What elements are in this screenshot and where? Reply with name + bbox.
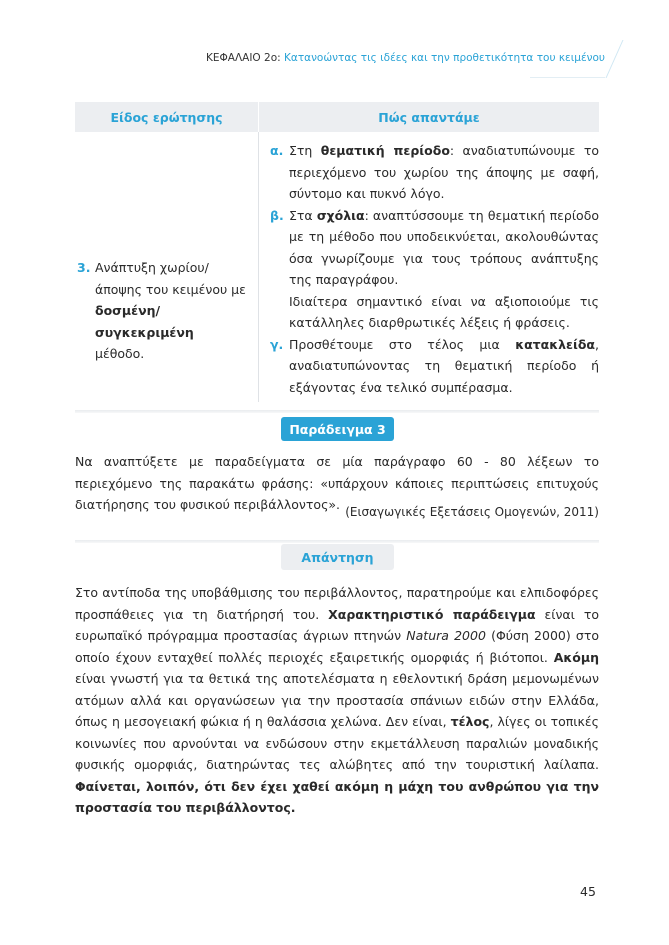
answer-keyword: Χαρακτηριστικό παράδειγμα xyxy=(328,606,536,622)
answer-text: (Φύση 2000) στο οποίο έχουν ενταχθεί πολλές περιοχές εξαιρετικής ομορφιάς ή βιότοποι. xyxy=(75,628,600,665)
table-bottom-rule xyxy=(75,410,599,413)
step-keyword: θεματική περίοδο xyxy=(320,143,450,158)
step-keyword: κατακλείδα xyxy=(515,336,596,352)
step-letter: α. xyxy=(270,143,284,158)
table-row xyxy=(75,132,599,402)
answer-divider xyxy=(75,540,599,543)
step-text: Στα xyxy=(289,207,317,223)
answer-paragraph xyxy=(75,582,599,819)
chapter-subtitle: Κατανοώντας τις ιδέες και την προθετικότητα του κειμένου xyxy=(284,52,605,64)
question-type-cell xyxy=(75,132,259,402)
answer-label: Απάντηση xyxy=(281,544,394,570)
example-prompt: Να αναπτύξετε με παραδείγματα σε μία παράγραφο 60 - 80 λέξεων το περιεχόμενο της παρακάτω φράσης: «υπάρχουν κάποιες περιπτώσεις επιτυχούς διατήρησης του φυσικού περιβάλλοντος». xyxy=(75,454,599,512)
question-type-emphasis: δοσμένη/συγκεκριμένη xyxy=(95,303,194,340)
step-keyword: σχόλια xyxy=(316,207,365,223)
header-rule xyxy=(530,77,605,78)
question-type-line: μέθοδο. xyxy=(95,346,145,361)
question-type-line: άποψης του κειμένου με xyxy=(95,281,246,297)
step-text: : αναδιατυπώνουμε το περιεχόμενο του χωρίου της άποψης με σαφή, σύντομο και πυκνό λόγο. xyxy=(289,143,599,201)
step-text: Προσθέτουμε στο τέλος μια xyxy=(289,336,516,352)
method-step-a xyxy=(270,140,599,205)
step-text: Στη xyxy=(289,143,321,158)
question-type-item xyxy=(77,257,255,365)
running-header xyxy=(206,52,605,64)
step-letter: γ. xyxy=(270,336,284,352)
answer-keyword: Ακόμη xyxy=(553,649,599,665)
answer-text: είναι το ευρωπαϊκό πρόγραμμα προστασίας άγριων πτηνών xyxy=(75,606,599,643)
answer-method-cell xyxy=(259,132,599,402)
step-note: Ιδιαίτερα σημαντικό είναι να αξιοποιούμε τις κατάλληλες διαρθρωτικές λέξεις ή φράσεις. xyxy=(289,293,599,330)
answer-keyword: τέλος xyxy=(450,714,490,729)
example-label: Παράδειγμα 3 xyxy=(281,417,394,441)
column-header-question-type: Είδος ερώτησης xyxy=(75,102,259,132)
answer-conclusion: Φαίνεται, λοιπόν, ότι δεν έχει χαθεί ακόμη η μάχη του ανθρώπου για την προστασία του περιβάλλοντος. xyxy=(75,778,599,815)
question-type-table xyxy=(75,102,599,402)
answer-text: , λίγες οι τοπικές κοινωνίες που αρνούνται να ενδώσουν στην εκμετάλλευση παραλιών μοναδικής φυσικής ομορφιάς, διατηρώντας τες αλώβητες από την τουριστική λαίλαπα. xyxy=(75,714,599,772)
method-step-c xyxy=(270,334,599,399)
step-text: , αναδιατυπώνοντας τη θεματική περίοδο ή εξάγοντας ένα τελικό συμπέρασμα. xyxy=(289,336,599,395)
method-step-b xyxy=(270,205,599,334)
question-type-line: Ανάπτυξη χωρίου/ xyxy=(95,260,209,275)
step-text: : αναπτύσσουμε τη θεματική περίοδο με τη μέθοδο που υποδεικνύεται, ακολουθώντας όσα γνωρίζουμε για τους τρόπους ανάπτυξης της παραγράφου. xyxy=(289,207,600,287)
chapter-label: ΚΕΦΑΛΑΙΟ 2ο: xyxy=(205,52,281,64)
table-header xyxy=(75,102,599,132)
step-letter: β. xyxy=(270,207,284,223)
answer-text: είναι γνωστή για τα θετικά της αποτελέσματα η εθελοντική δράση μεμονωμένων ατόμων αλλά και οργανώσεων για την προστασία σπάνιων ειδών στην Ελλάδα, όπως η μεσογειακή φώκια ή η θαλάσσια χελώνα. Δεν είναι, xyxy=(75,671,599,729)
page-number: 45 xyxy=(580,884,596,899)
answer-text: Στο αντίποδα της υποβάθμισης του περιβάλλοντος, παρατηρούμε και ελπιδοφόρες προσπάθειες για τη διατήρησή του. xyxy=(75,585,599,622)
answer-program-name: Natura 2000 xyxy=(406,628,486,643)
item-number: 3. xyxy=(77,260,91,275)
example-source: (Εισαγωγικές Εξετάσεις Ομογενών, 2011) xyxy=(345,505,599,519)
column-header-how-to-answer: Πώς απαντάμε xyxy=(378,109,480,125)
